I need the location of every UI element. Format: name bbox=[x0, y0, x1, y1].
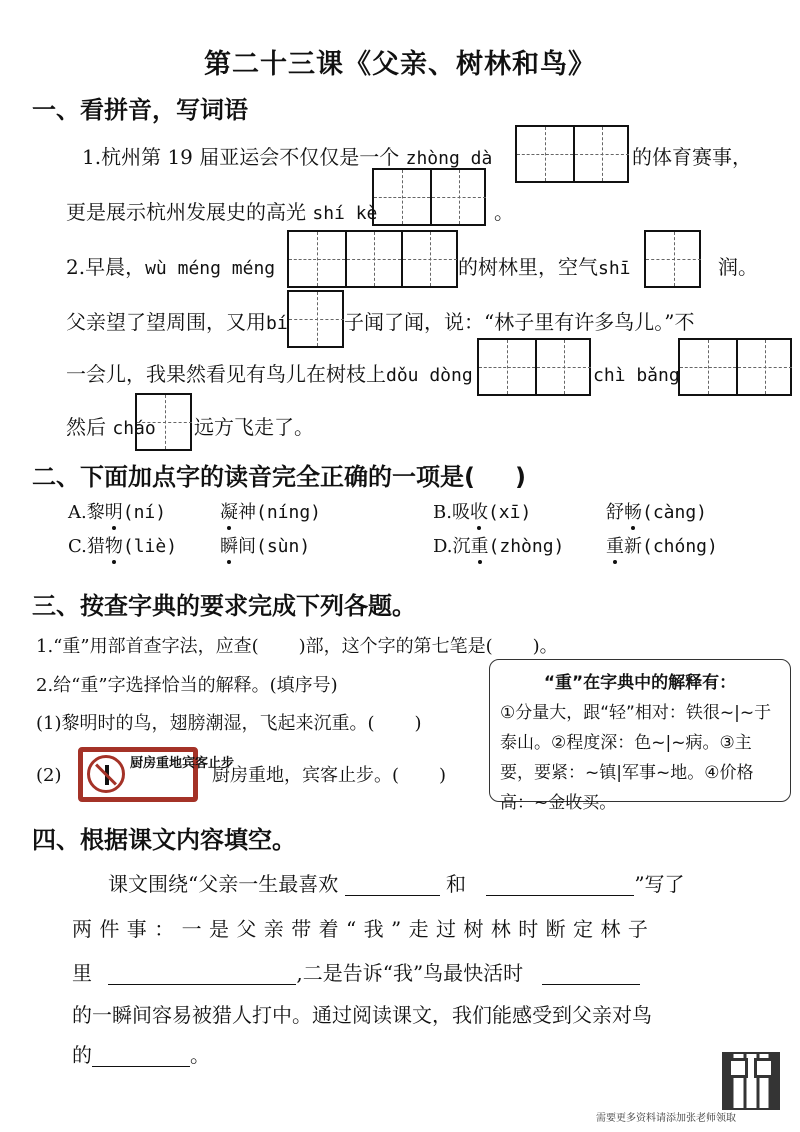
kitchen-sign bbox=[78, 747, 235, 802]
sign-text: 厨房重地宾客止步 bbox=[130, 756, 235, 771]
writing-box[interactable] bbox=[515, 125, 629, 183]
writing-box[interactable] bbox=[678, 338, 792, 396]
writing-box[interactable] bbox=[287, 230, 458, 288]
section-heading-3: 三、按查字典的要求完成下列各题。 bbox=[32, 592, 416, 620]
s4-line-3: 里 ,二是告诉“我”鸟最快活时 bbox=[72, 961, 640, 985]
fill-blank[interactable] bbox=[542, 962, 640, 985]
s4-line-1: 课文围绕“父亲一生最喜欢 和 ”写了 bbox=[108, 872, 685, 896]
fill-blank[interactable] bbox=[486, 873, 634, 896]
option-c-word2: 瞬间(sùn) bbox=[220, 536, 311, 557]
qr-code[interactable] bbox=[722, 1052, 780, 1110]
fill-blank[interactable] bbox=[92, 1044, 190, 1067]
option-d-word2: 重新(chóng) bbox=[606, 536, 718, 557]
pinyin: zhòng dà bbox=[405, 148, 493, 169]
option-a[interactable]: A.黎明(ní) bbox=[68, 502, 167, 523]
section-heading-2: 二、下面加点字的读音完全正确的一项是( ) bbox=[32, 463, 526, 491]
writing-box[interactable] bbox=[477, 338, 591, 396]
q1-text-a: 1.杭州第 19 届亚运会不仅仅是一个 zhòng dà bbox=[82, 145, 493, 169]
dictionary-title: “重”在字典中的解释有： bbox=[543, 673, 737, 693]
dictionary-body: ①分量大，跟“轻”相对：铁很~|~于泰山。②程度深：色~|~病。③主要，要紧：~镇|军事~地。④价格高：~金收买。 bbox=[500, 703, 772, 813]
pinyin: shí kè bbox=[312, 203, 378, 224]
writing-box[interactable] bbox=[287, 290, 344, 348]
s3-sentence-1: (1)黎明时的鸟，翅膀潮湿，飞起来沉重。( ) bbox=[36, 713, 422, 734]
fill-blank[interactable] bbox=[108, 962, 296, 985]
pinyin: bí bbox=[266, 313, 288, 334]
option-b[interactable]: B.吸收(xī) bbox=[433, 502, 532, 523]
option-b-word2: 舒畅(càng) bbox=[606, 502, 708, 523]
option-d[interactable]: D.沉重(zhòng) bbox=[433, 536, 565, 557]
q2-text-a: 2.早晨，wù méng méng bbox=[66, 255, 276, 279]
writing-box[interactable] bbox=[372, 168, 486, 226]
pinyin: cháo bbox=[112, 418, 156, 439]
option-c[interactable]: C.猎物(liè) bbox=[68, 536, 178, 557]
pinyin: dǒu dòng bbox=[386, 365, 473, 386]
s3-sentence-2-label: (2) bbox=[36, 765, 62, 786]
dictionary-box bbox=[489, 659, 791, 813]
s4-line-5: 的 。 bbox=[72, 1043, 210, 1067]
section-heading-1: 一、看拼音，写词语 bbox=[32, 96, 248, 124]
s4-line-4: 的一瞬间容易被猎人打中。通过阅读课文，我们能感受到父亲对鸟 bbox=[72, 1003, 652, 1027]
q2-text-c: 润。 bbox=[718, 255, 758, 279]
q2-text-h: 远方飞走了。 bbox=[194, 415, 314, 439]
q2-text-e: 子闻了闻，说：“林子里有许多鸟儿。”不 bbox=[344, 310, 695, 334]
no-entry-icon bbox=[87, 755, 125, 793]
pinyin: shī bbox=[598, 258, 631, 279]
q2-text-f: 一会儿，我果然看见有鸟儿在树枝上dǒu dòng bbox=[66, 362, 473, 386]
q1-text-b: 的体育赛事， bbox=[632, 145, 752, 169]
fill-blank[interactable] bbox=[345, 873, 440, 896]
q2-text-g: 然后 cháo bbox=[66, 415, 156, 439]
s3-q2: 2.给“重”字选择恰当的解释。(填序号) bbox=[36, 675, 338, 696]
q2-text-d: 父亲望了望周围，又用bí bbox=[66, 310, 288, 334]
q2-text-b: 的树林里，空气shī bbox=[458, 255, 631, 279]
q1-text-c: 更是展示杭州发展史的高光 shí kè bbox=[66, 200, 378, 224]
q1-text-d: 。 bbox=[494, 200, 514, 224]
page-title: 第二十三课《父亲、树林和鸟》 bbox=[204, 49, 596, 80]
pinyin: wù méng méng bbox=[145, 258, 276, 279]
s4-line-2: 两件事：一是父亲带着“我”走过树林时断定林子 bbox=[72, 917, 656, 941]
writing-box[interactable] bbox=[644, 230, 701, 288]
section-heading-4: 四、根据课文内容填空。 bbox=[32, 826, 296, 854]
option-a-word2: 凝神(níng) bbox=[220, 502, 322, 523]
s3-q1: 1.“重”用部首查字法，应查( )部，这个字的第七笔是( )。 bbox=[36, 636, 558, 657]
writing-box[interactable] bbox=[135, 393, 192, 451]
footer-note: 需要更多资料请添加张老师领取 bbox=[596, 1113, 736, 1124]
q2-pinyin-chibang: chì bǎng bbox=[593, 365, 680, 386]
s3-sentence-2: 厨房重地，宾客止步。( ) bbox=[212, 765, 447, 786]
